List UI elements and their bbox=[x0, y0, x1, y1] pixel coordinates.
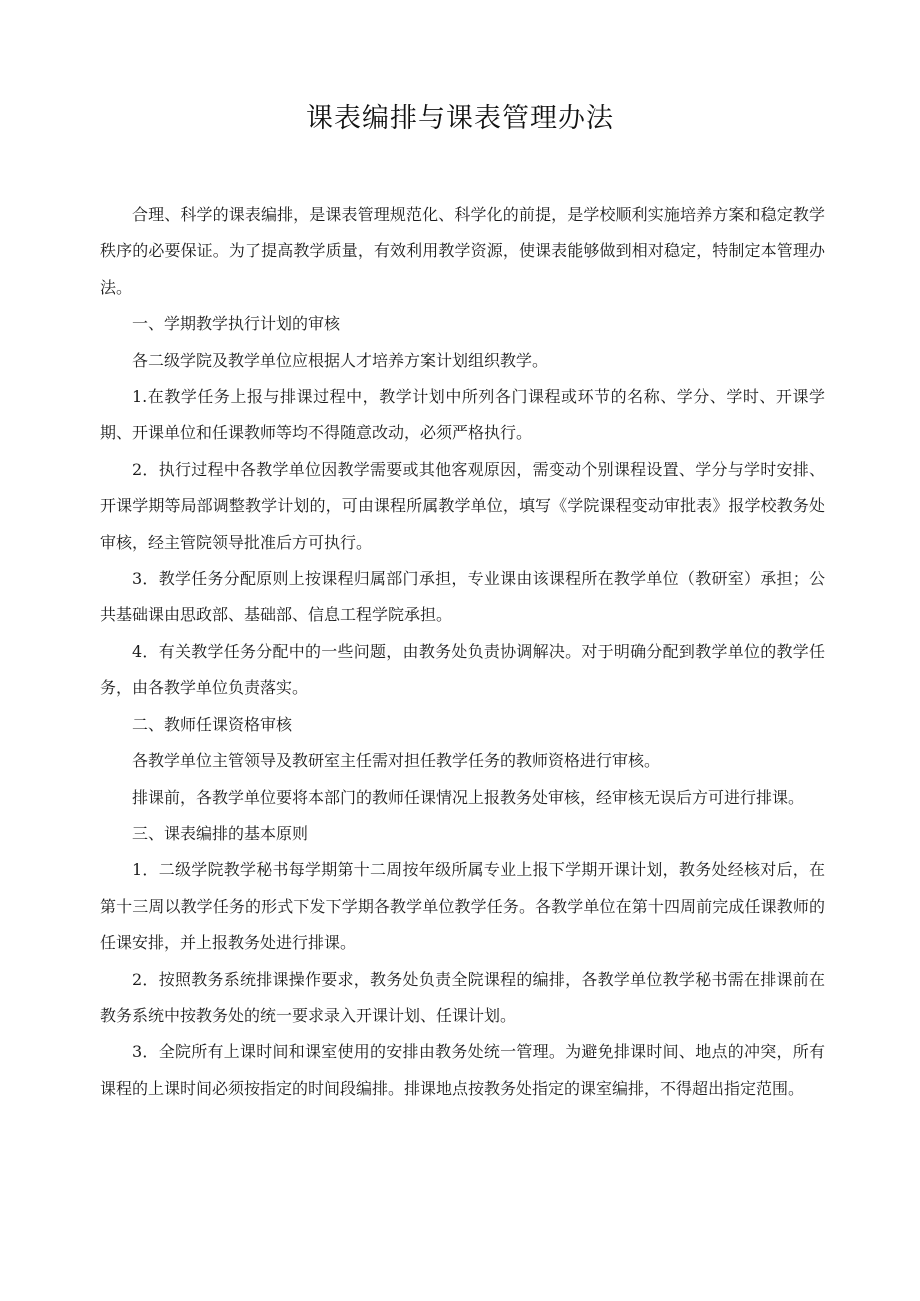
paragraph: 各教学单位主管领导及教研室主任需对担任教学任务的教师资格进行审核。 bbox=[132, 751, 661, 771]
section-heading-1: 一、学期教学执行计划的审核 bbox=[132, 314, 341, 334]
document-title: 课表编排与课表管理办法 bbox=[306, 103, 614, 134]
list-item-2: 2．执行过程中各教学单位因教学需要或其他客观原因，需变动个别课程设置、学分与学时安排、开课学期等局部调整教学计划的，可由课程所属教学单位，填写《学院课程变动审批表》报学校教务处审核，经主管院领导批准后方可执行。 bbox=[100, 459, 825, 552]
paragraph: 排课前，各教学单位要将本部门的教师任课情况上报教务处审核，经审核无误后方可进行排课。 bbox=[132, 787, 805, 807]
list-item-2: 2．按照教务系统排课操作要求，教务处负责全院课程的编排，各教学单位教学秘书需在排课前在教务系统中按教务处的统一要求录入开课计划、任课计划。 bbox=[100, 969, 825, 1025]
section-heading-2: 二、教师任课资格审核 bbox=[132, 714, 293, 734]
list-item-4: 4．有关教学任务分配中的一些问题，由教务处负责协调解决。对于明确分配到教学单位的教学任务，由各教学单位负责落实。 bbox=[100, 641, 825, 698]
document-body bbox=[100, 197, 825, 1107]
list-item-1: 1.在教学任务上报与排课过程中，教学计划中所列各门课程或环节的名称、学分、学时、开课学期、开课单位和任课教师等均不得随意改动，必须严格执行。 bbox=[100, 387, 825, 443]
paragraph: 各二级学院及教学单位应根据人才培养方案计划组织教学。 bbox=[132, 350, 549, 370]
paragraph-intro: 合理、科学的课表编排，是课表管理规范化、科学化的前提，是学校顺利实施培养方案和稳定教学秩序的必要保证。为了提高教学质量，有效利用教学资源，使课表能够做到相对稳定，特制定本管理办法。 bbox=[100, 205, 825, 297]
section-heading-3: 三、课表编排的基本原则 bbox=[132, 823, 309, 843]
list-item-3: 3．全院所有上课时间和课室使用的安排由教务处统一管理。为避免排课时间、地点的冲突，所有课程的上课时间必须按指定的时间段编排。排课地点按教务处指定的课室编排，不得超出指定范围。 bbox=[100, 1042, 825, 1098]
list-item-1: 1．二级学院教学秘书每学期第十二周按年级所属专业上报下学期开课计划，教务处经核对后，在第十三周以教学任务的形式下发下学期各教学单位教学任务。各教学单位在第十四周前完成任课教师的任课安排，并上报教务处进行排课。 bbox=[100, 860, 825, 953]
list-item-3: 3．教学任务分配原则上按课程归属部门承担，专业课由该课程所在教学单位（教研室）承担；公共基础课由思政部、基础部、信息工程学院承担。 bbox=[100, 569, 825, 625]
